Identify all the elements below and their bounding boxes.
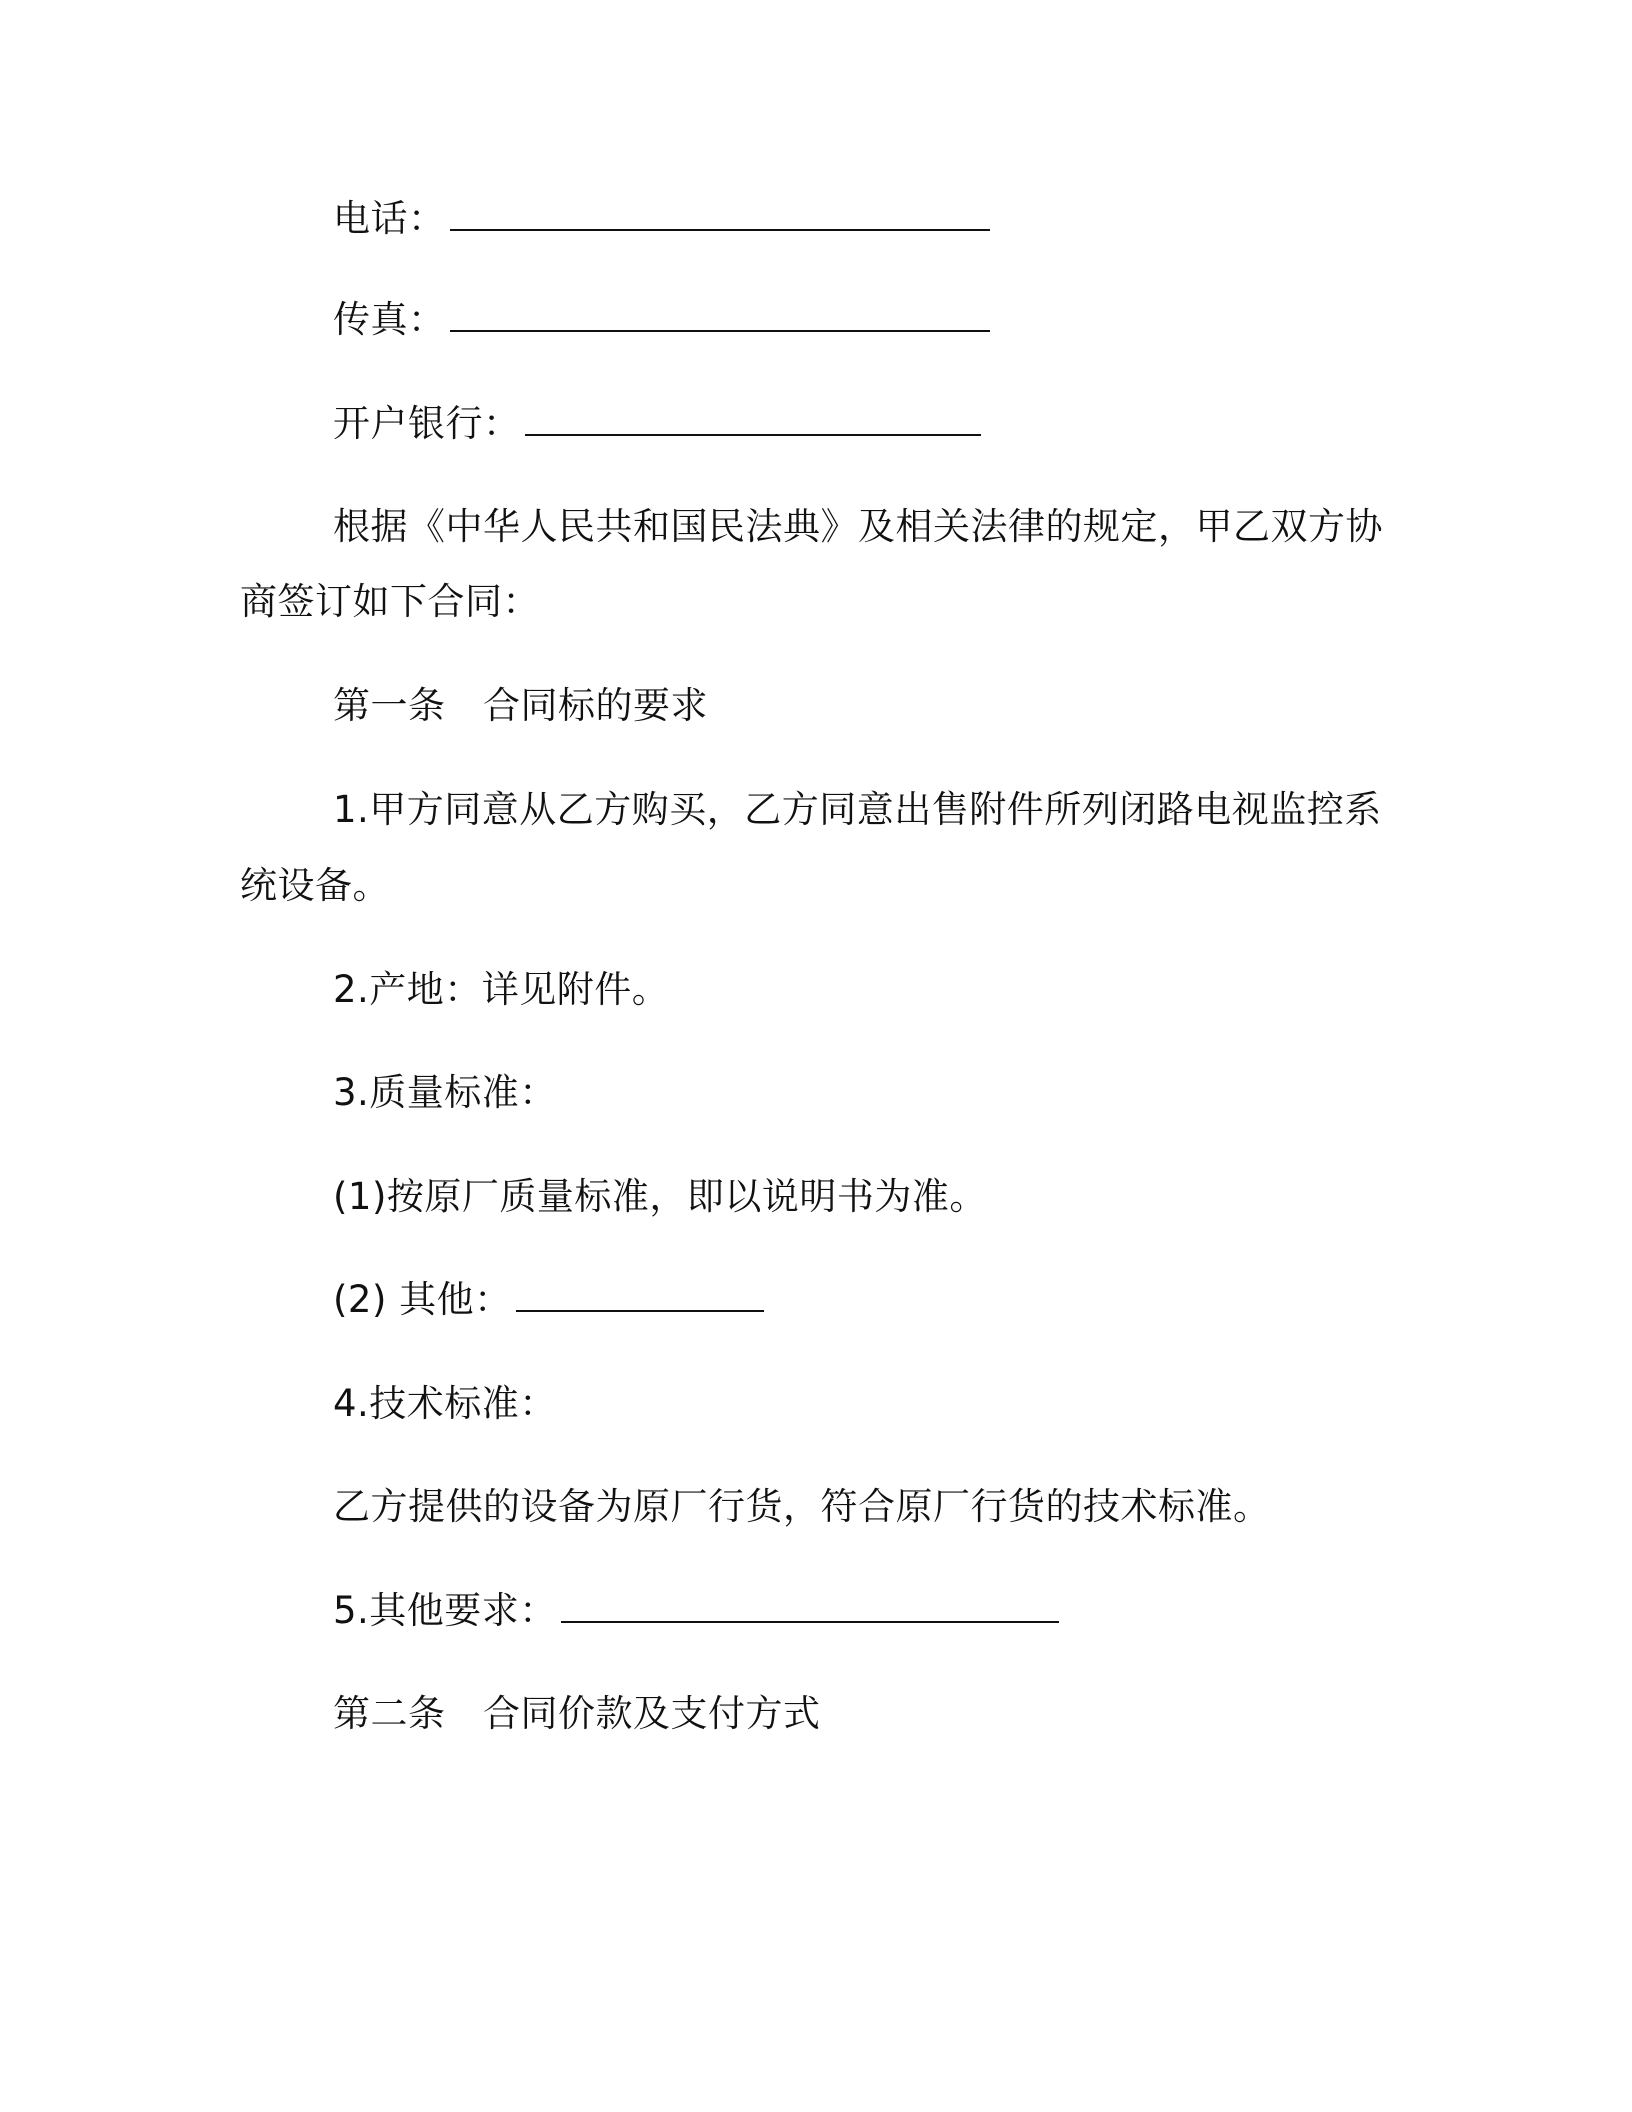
item3-2-label: (2) 其他： [333,1278,512,1321]
intro-line-1: 根据《中华人民共和国民法典》及相关法律的规定，甲乙双方协 [333,505,1383,548]
phone-label: 电话： [333,197,446,240]
item4: 4.技术标准： [333,1382,557,1425]
bank-blank [525,404,981,436]
fax-label: 传真： [333,298,446,341]
item1-line-2: 统设备。 [240,864,390,907]
bank-label: 开户银行： [333,402,521,445]
item3: 3.质量标准： [333,1071,557,1114]
item5-blank [561,1591,1059,1623]
item3-1: (1)按原厂质量标准，即以说明书为准。 [333,1175,987,1218]
article1-title: 第一条 合同标的要求 [333,684,708,727]
bank-line [333,400,981,448]
item4-text: 乙方提供的设备为原厂行货，符合原厂行货的技术标准。 [333,1485,1271,1528]
item2: 2.产地：详见附件。 [333,968,670,1011]
item1-line-1: 1.甲方同意从乙方购买，乙方同意出售附件所列闭路电视监控系 [333,788,1382,831]
article2-title: 第二条 合同价款及支付方式 [333,1692,821,1735]
item5-line [333,1587,1059,1635]
item3-2-blank [516,1280,764,1312]
fax-blank [450,300,990,332]
phone-blank [450,199,990,231]
fax-line [333,296,990,344]
intro-line-2: 商签订如下合同： [240,580,540,623]
item3-2-line [333,1276,764,1324]
item5-label: 5.其他要求： [333,1589,557,1632]
phone-line [333,195,990,243]
